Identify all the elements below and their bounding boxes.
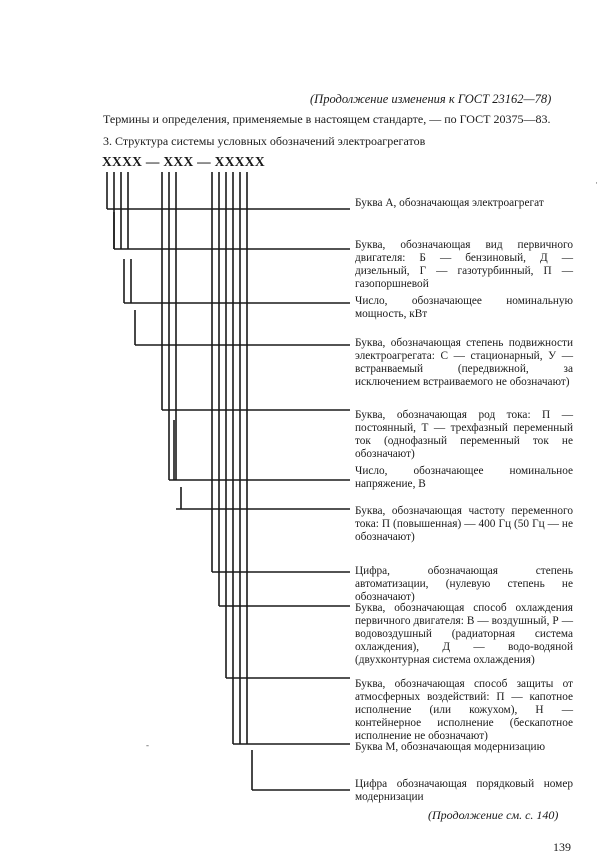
designation-code-pattern: ХХХХ — ХХХ — ХХХХХ [102, 154, 265, 169]
description-item: Число, обозначающее номинальное напряжение, В [355, 465, 573, 490]
scan-speck: · [595, 178, 598, 188]
description-item: Буква, обозначающая вид первичного двигателя: Б — бензиновый, Д — дизельный, Г — газотурбинный, П — газопоршневой [355, 239, 573, 290]
continuation-header: (Продолжение изменения к ГОСТ 23162—78) [310, 92, 552, 106]
section-title: 3. Структура системы условных обозначений электроагрегатов [103, 134, 426, 148]
intro-paragraph: Термины и определения, применяемые в настоящем стандарте, — по ГОСТ 20375—83. [103, 112, 551, 126]
description-item: Буква, обозначающая род тока: П — постоянный, Т — трехфазный переменный ток (однофазный переменный ток не обозначают) [355, 409, 573, 460]
description-item: Буква А, обозначающая электроагрегат [355, 197, 544, 209]
continuation-footer: (Продолжение см. с. 140) [428, 808, 559, 822]
description-item: Буква М, обозначающая модернизацию [355, 741, 546, 753]
scan-speck: - [146, 740, 149, 750]
page-number: 139 [553, 840, 571, 854]
description-item: Буква, обозначающая способ защиты от атмосферных воздействий: П — капотное исполнение (или кожухом), Н — контейнерное исполнение (бескапотное исполнение не обозначают) [355, 678, 573, 742]
description-item: Буква, обозначающая степень подвижности электроагрегата: С — стационарный, У — встранваемый (передвижной, за исключением встраиваемого не обозначают) [355, 337, 573, 388]
description-item: Цифра обозначающая порядковый номер модернизации [355, 778, 573, 803]
description-item: Цифра, обозначающая степень автоматизации, (нулевую степень не обозначают) [355, 565, 573, 603]
description-item: Число, обозначающее номинальную мощность, кВт [355, 295, 573, 320]
description-item: Буква, обозначающая способ охлаждения первичного двигателя: В — воздушный, Р —водовоздушный (радиаторная система охлаждения), Д — водо-водяной (двухконтурная система охлаждения) [355, 602, 573, 666]
description-item: Буква, обозначающая частоту переменного тока: П (повышенная) — 400 Гц (50 Гц — не обозначают) [355, 505, 573, 543]
